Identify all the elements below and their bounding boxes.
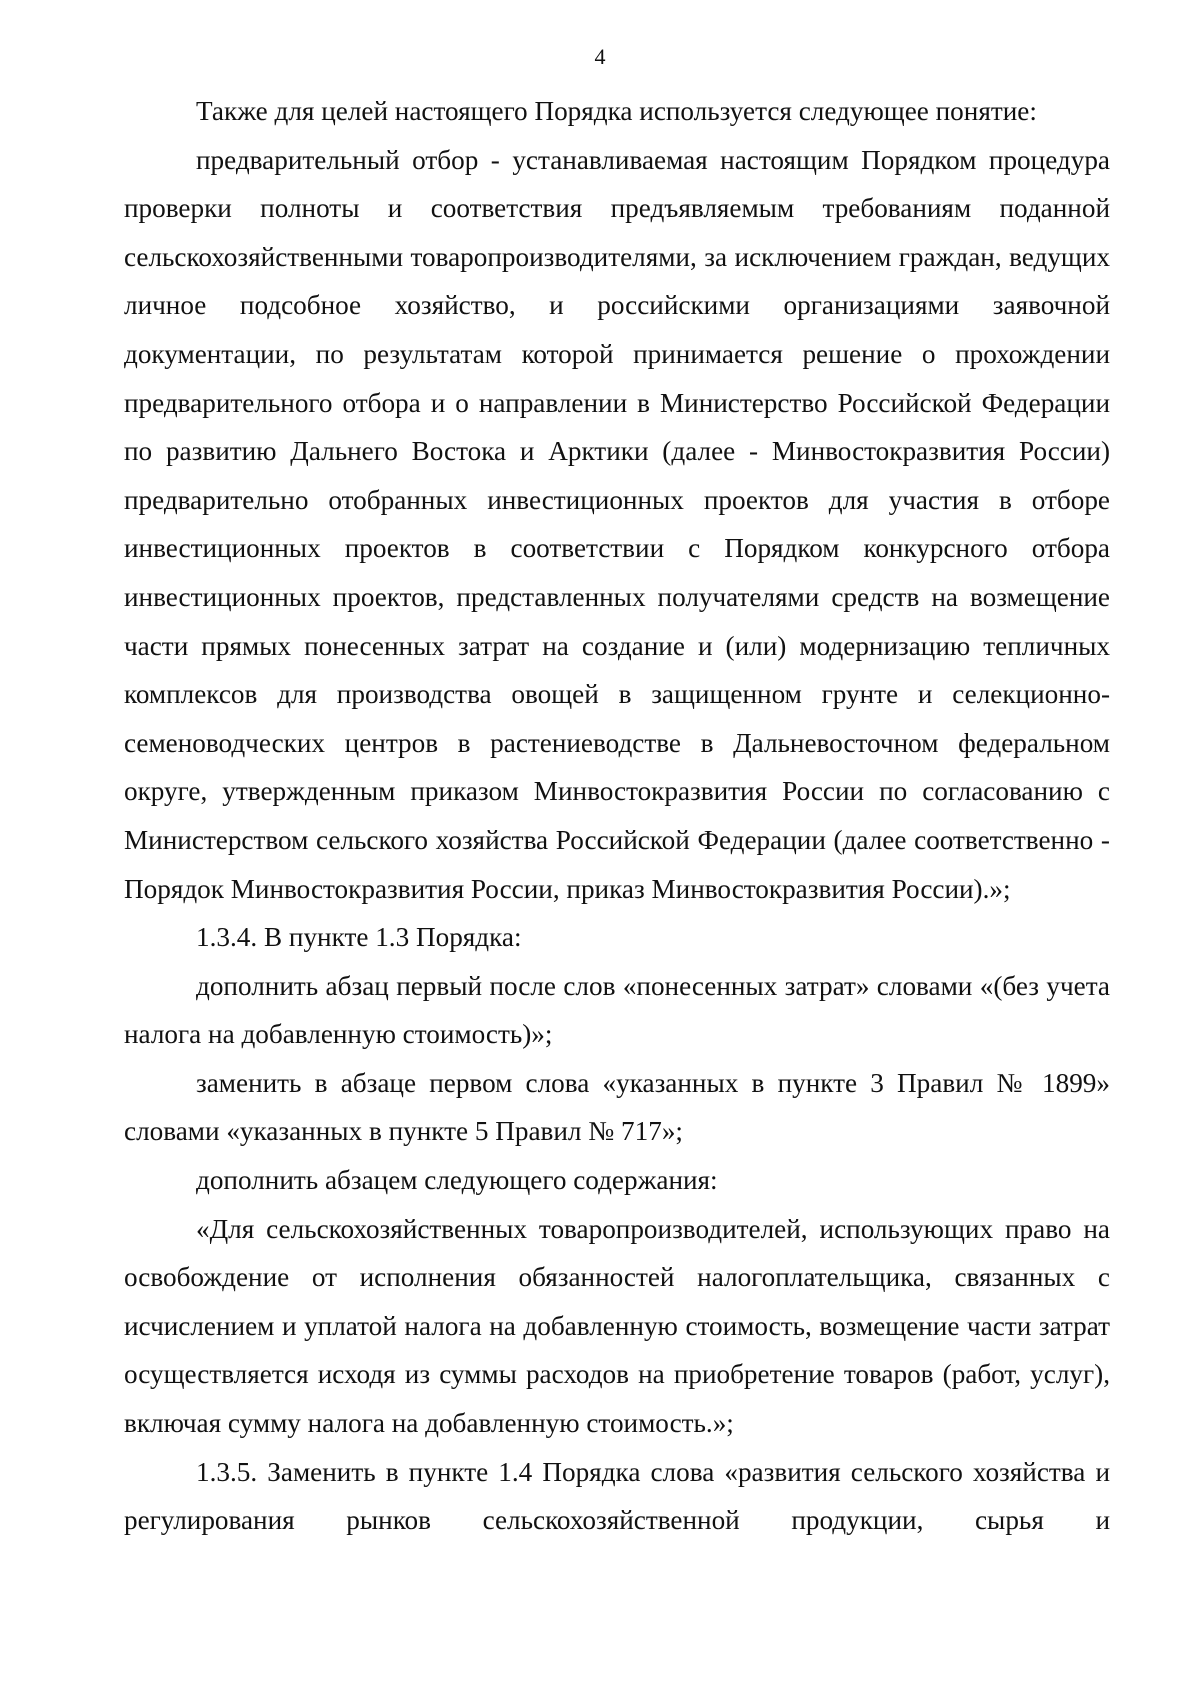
- document-body: [124, 87, 1110, 1545]
- paragraph-item-1-3-5: 1.3.5. Заменить в пункте 1.4 Порядка слова «развития сельского хозяйства и регулирования рынков сельскохозяйственной продукции, сырья и: [124, 1456, 1110, 1536]
- paragraph-definition: предварительный отбор - устанавливаемая настоящим Порядком процедура проверки полноты и соответствия предъявляемым требованиям поданной сельскохозяйственными товаропроизводителями, за исключением граждан, ведущих личное подсобное хозяйство, и российскими организациями заявочной документации, по результатам которой принимается решение о прохождении предварительного отбора и о направлении в Министерство Российской Федерации по развитию Дальнего Востока и Арктики (далее - Минвостокразвития России) предварительно отобранных инвестиционных проектов для участия в отборе инвестиционных проектов в соответствии с Порядком конкурсного отбора инвестиционных проектов, представленных получателями средств на возмещение части прямых понесенных затрат на создание и (или) модернизацию тепличных комплексов для производства овощей в защищенном грунте и селекционно-семеноводческих центров в растениеводстве в Дальневосточном федеральном округе, утвержденным приказом Минвостокразвития России по согласованию с Министерством сельского хозяйства Российской Федерации (далее соответственно - Порядок Минвостокразвития России, приказ Минвостокразвития России).»;: [124, 144, 1110, 904]
- paragraph-intro: Также для целей настоящего Порядка используется следующее понятие:: [196, 96, 1037, 126]
- paragraph-replace-words: заменить в абзаце первом слова «указанных в пункте 3 Правил № 1899» словами «указанных в пункте 5 Правил № 717»;: [124, 1067, 1110, 1147]
- page-number: 4: [594, 44, 606, 69]
- paragraph-quoted-text: «Для сельскохозяйственных товаропроизводителей, использующих право на освобождение от исполнения обязанностей налогоплательщика, связанных с исчислением и уплатой налога на добавленную стоимость, возмещение части затрат осуществляется исходя из суммы расходов на приобретение товаров (работ, услуг), включая сумму налога на добавленную стоимость.»;: [124, 1213, 1110, 1439]
- paragraph-supplement-words: дополнить абзац первый после слов «понесенных затрат» словами «(без учета налога на добавленную стоимость)»;: [124, 970, 1110, 1050]
- paragraph-supplement-abzac: дополнить абзацем следующего содержания:: [196, 1165, 718, 1196]
- paragraph-item-1-3-4: 1.3.4. В пункте 1.3 Порядка:: [196, 922, 522, 953]
